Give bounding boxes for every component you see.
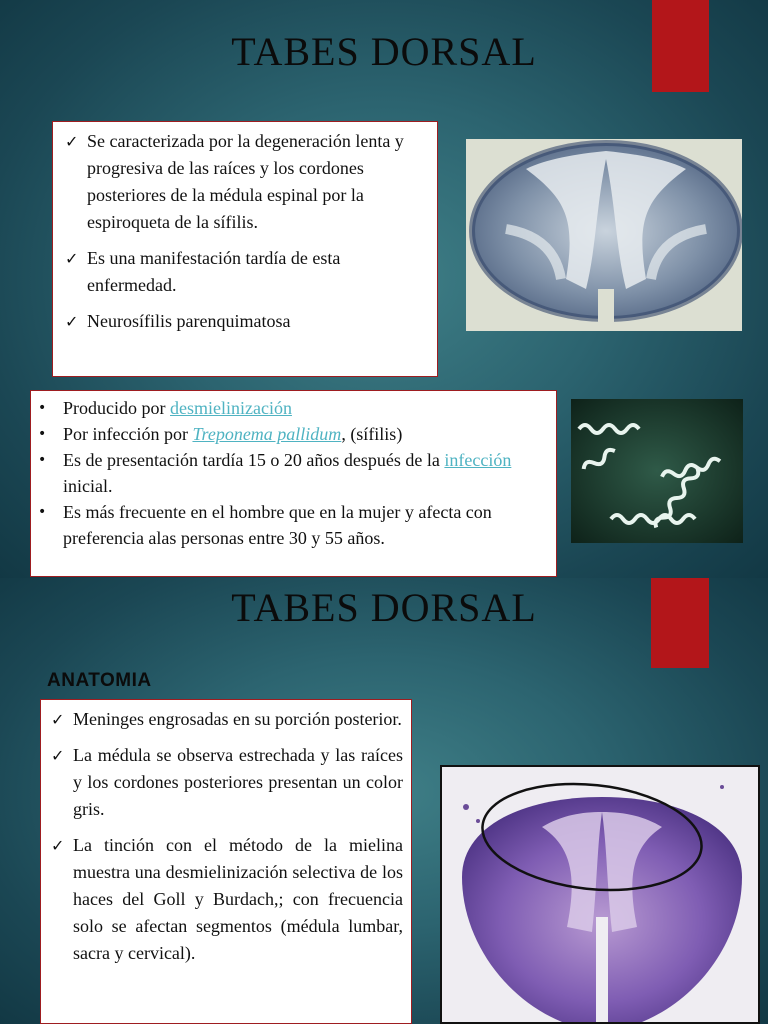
list-item: • Es más frecuente en el hombre que en la mujer y afecta con preferencia alas personas entre 30 y 55 años. xyxy=(38,502,492,548)
spinal-cord-section-image xyxy=(466,139,742,331)
description-box xyxy=(52,121,438,377)
bullet-list xyxy=(33,395,546,551)
spirochete-image xyxy=(571,399,743,543)
slide-title: TABES DORSAL xyxy=(231,29,537,74)
checkmark-icon: ✓ xyxy=(65,132,79,151)
checkmark-icon: ✓ xyxy=(65,312,79,331)
section-heading: ANATOMIA xyxy=(47,670,152,691)
treponema-link[interactable]: Treponema pallidum xyxy=(192,424,342,444)
list-item: ✓ Meninges engrosadas en su porción posterior. xyxy=(49,706,403,733)
details-box xyxy=(30,390,557,577)
list-item: ✓ La médula se observa estrechada y las raíces y los cordones posteriores presentan un color gris. xyxy=(49,742,403,823)
list-item: • Producido por desmielinización xyxy=(38,398,292,418)
checkmark-icon: ✓ xyxy=(51,710,65,729)
checkmark-icon: ✓ xyxy=(51,836,65,855)
list-item: • Es de presentación tardía 15 o 20 años después de la infección inicial. xyxy=(38,450,512,496)
slide-2 xyxy=(0,578,768,1024)
checkmark-icon: ✓ xyxy=(65,249,79,268)
list-item: • Por infección por Treponema pallidum, (sífilis) xyxy=(38,424,403,444)
list-item: ✓ La tinción con el método de la mielina muestra una desmielinización selectiva de los haces del Goll y Burdach,; con frecuencia solo se afectan segmentos (médula lumbar, sacra y cervical). xyxy=(49,832,403,967)
checkmark-icon: ✓ xyxy=(51,746,65,765)
treponema-micrograph-image xyxy=(571,399,743,543)
stained-cord-histology-image xyxy=(442,767,758,1022)
checklist xyxy=(49,706,403,967)
spinal-cord-image xyxy=(466,139,742,331)
desmielinizacion-link[interactable]: desmielinización xyxy=(170,398,292,418)
anatomy-box xyxy=(40,699,412,1024)
checklist xyxy=(63,128,423,335)
list-item: ✓ Se caracterizada por la degeneración lenta y progresiva de las raíces y los cordones posteriores de la médula espinal por la espiroqueta de la sífilis. xyxy=(63,128,423,236)
infeccion-link[interactable]: infección xyxy=(444,450,512,470)
list-item: ✓ Es una manifestación tardía de esta enfermedad. xyxy=(63,245,423,299)
slide-title: TABES DORSAL xyxy=(231,585,537,630)
list-item: ✓ Neurosífilis parenquimatosa xyxy=(63,308,423,335)
histology-image xyxy=(440,765,760,1024)
